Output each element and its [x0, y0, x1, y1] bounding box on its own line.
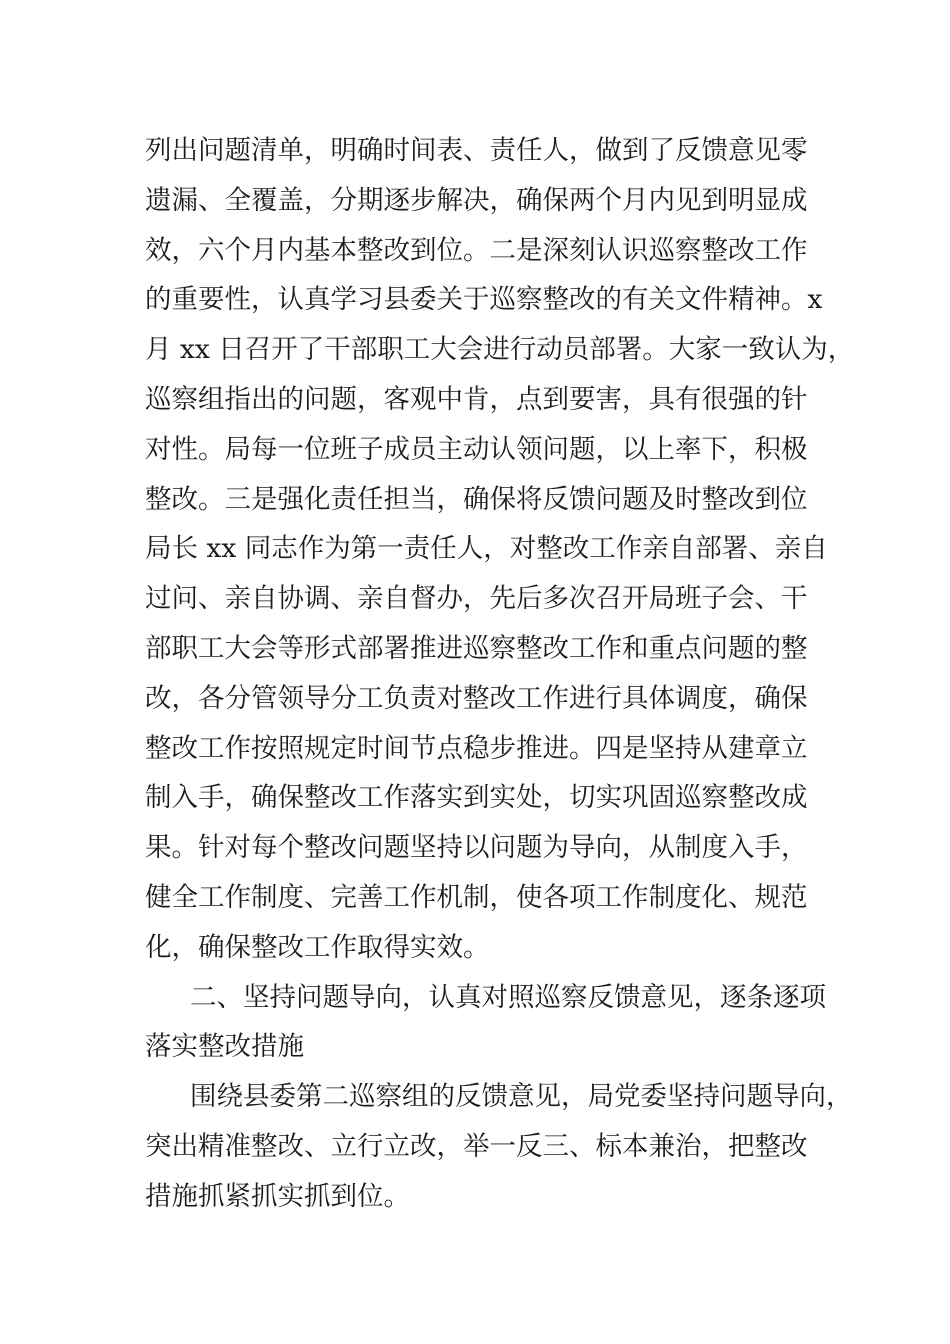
text-line: 月 xx 日召开了干部职工大会进行动员部署。大家一致认为，	[145, 334, 855, 366]
text-line: 措施抓紧抓实抓到位。	[145, 1180, 410, 1212]
text-line: 整改。三是强化责任担当，确保将反馈问题及时整改到位	[145, 483, 808, 515]
text-line: 化，确保整改工作取得实效。	[145, 931, 490, 963]
text-line: 列出问题清单，明确时间表、责任人，做到了反馈意见零	[145, 135, 808, 166]
text-line: 围绕县委第二巡察组的反馈意见，局党委坚持问题导向，	[190, 1081, 853, 1113]
text-line: 过问、亲自协调、亲自督办，先后多次召开局班子会、干	[145, 583, 808, 615]
text-line: 的重要性，认真学习县委关于巡察整改的有关文件精神。x	[145, 284, 823, 316]
document-body	[145, 126, 855, 1222]
text-line: 巡察组指出的问题，客观中肯，点到要害，具有很强的针	[145, 383, 808, 415]
text-line: 突出精准整改、立行立改，举一反三、标本兼治，把整改	[145, 1130, 808, 1162]
text-line: 改，各分管领导分工负责对整改工作进行具体调度，确保	[145, 682, 808, 714]
text-line: 整改工作按照规定时间节点稳步推进。四是坚持从建章立	[145, 732, 808, 764]
text-line: 对性。局每一位班子成员主动认领问题，以上率下，积极	[145, 433, 808, 465]
section-heading-line: 落实整改措施	[145, 1031, 304, 1063]
text-line: 健全工作制度、完善工作机制，使各项工作制度化、规范	[145, 881, 808, 913]
text-line: 果。针对每个整改问题坚持以问题为导向，从制度入手，	[145, 832, 808, 864]
text-line: 制入手，确保整改工作落实到实处，切实巩固巡察整改成	[145, 782, 808, 814]
text-line: 局长 xx 同志作为第一责任人，对整改工作亲自部署、亲自	[145, 533, 828, 565]
text-line: 效，六个月内基本整改到位。二是深刻认识巡察整改工作	[145, 234, 808, 266]
text-line: 部职工大会等形式部署推进巡察整改工作和重点问题的整	[145, 632, 808, 664]
section-heading-line: 二、坚持问题导向，认真对照巡察反馈意见，逐条逐项	[190, 981, 826, 1013]
text-line: 遗漏、全覆盖，分期逐步解决，确保两个月内见到明显成	[145, 184, 808, 216]
